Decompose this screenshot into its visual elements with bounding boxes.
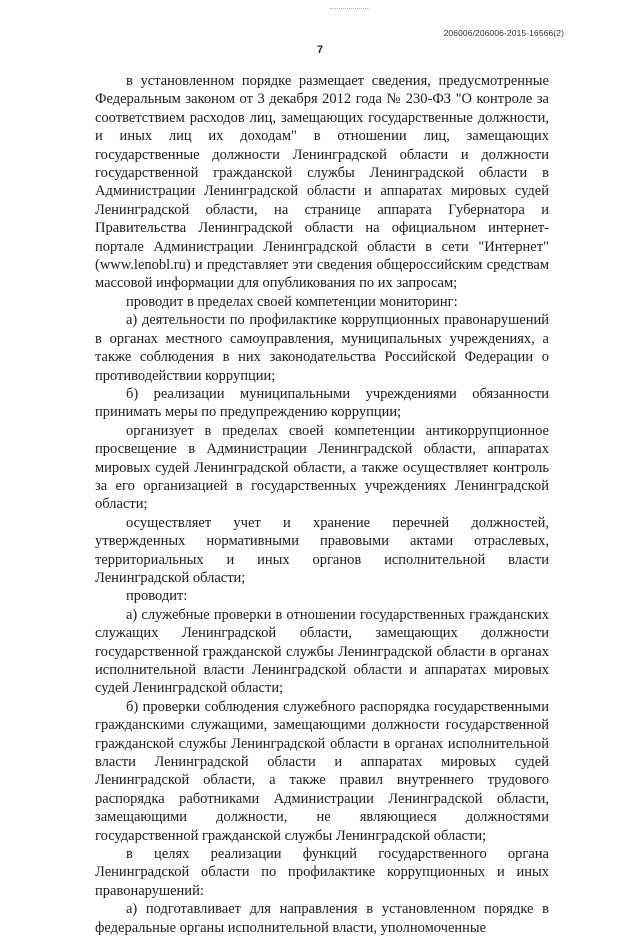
document-body xyxy=(95,72,549,937)
document-id: 206006/206006-2015-16566(2) xyxy=(443,28,564,38)
paragraph-monitoring-a: а) деятельности по профилактике коррупционных правонарушений в органах местного самоуправления, муниципальных учреждениях, а также соблюдения в них законодательства Российской Федерации о противодействии коррупции; xyxy=(95,312,549,384)
paragraph-monitoring-b: б) реализации муниципальными учреждениями обязанности принимать меры по предупреждению коррупции; xyxy=(95,385,549,421)
paragraph-position-lists: осуществляет учет и хранение перечней должностей, утвержденных нормативными правовыми актами отраслевых, территориальных и иных органов исполнительной власти Ленинградской области; xyxy=(95,514,549,586)
page-number: 7 xyxy=(316,44,324,56)
scan-artifact xyxy=(330,8,370,13)
paragraph-conducts-b: б) проверки соблюдения служебного распорядка государственными гражданскими служащими, замещающими должности государственной гражданской службы Ленинградской области в органах исполнительной власти Ленинградской области и аппаратах мировых судей Ленинградской области, а также правил внутреннего трудового распорядка работниками Администрации Ленинградской области, замещающими должности, не являющиеся должностями государственной гражданской службы Ленинградской области; xyxy=(95,698,549,844)
paragraph-publication-duties: в установленном порядке размещает сведения, предусмотренные Федеральным законом от 3 декабря 2012 года № 230-ФЗ "О контроле за соответствием расходов лиц, замещающих государственные должности, и иных лиц их доходам" в отношении лиц, замещающих государственные должности Ленинградской области и должности государственной гражданской службы Ленинградской области в Администрации Ленинградской области и аппаратах мировых судей Ленинградской области, на странице аппарата Губернатора и Правительства Ленинградской области на официальном интернет-портале Администрации Ленинградской области в сети "Интернет" (www.lenobl.ru) и представляет эти сведения общероссийским средствам массовой информации для опубликования по их запросам; xyxy=(95,73,549,292)
paragraph-conducts-a: а) служебные проверки в отношении государственных гражданских служащих Ленинградской области, замещающих должности государственной гражданской службы Ленинградской области в органах исполнительной власти Ленинградской области и аппаратах мировых судей Ленинградской области; xyxy=(95,606,549,697)
paragraph-monitoring-intro: проводит в пределах своей компетенции мониторинг: xyxy=(126,293,458,310)
paragraph-conducts-intro: проводит: xyxy=(126,588,188,605)
scan-artifact-bottom xyxy=(148,893,162,897)
paragraph-functions-intro: в целях реализации функций государственного органа Ленинградской области по профилактике коррупционных и иных правонарушений: xyxy=(95,846,549,899)
paragraph-functions-a: а) подготавливает для направления в установленном порядке в федеральные органы исполнительной власти, уполномоченные xyxy=(95,901,549,936)
paragraph-education: организует в пределах своей компетенции антикоррупционное просвещение в Администрации Ленинградской области, аппаратах мировых судей Ленинградской области, а также осуществляет контроль за его организацией в государственных учреждениях Ленинградской области; xyxy=(95,422,549,513)
